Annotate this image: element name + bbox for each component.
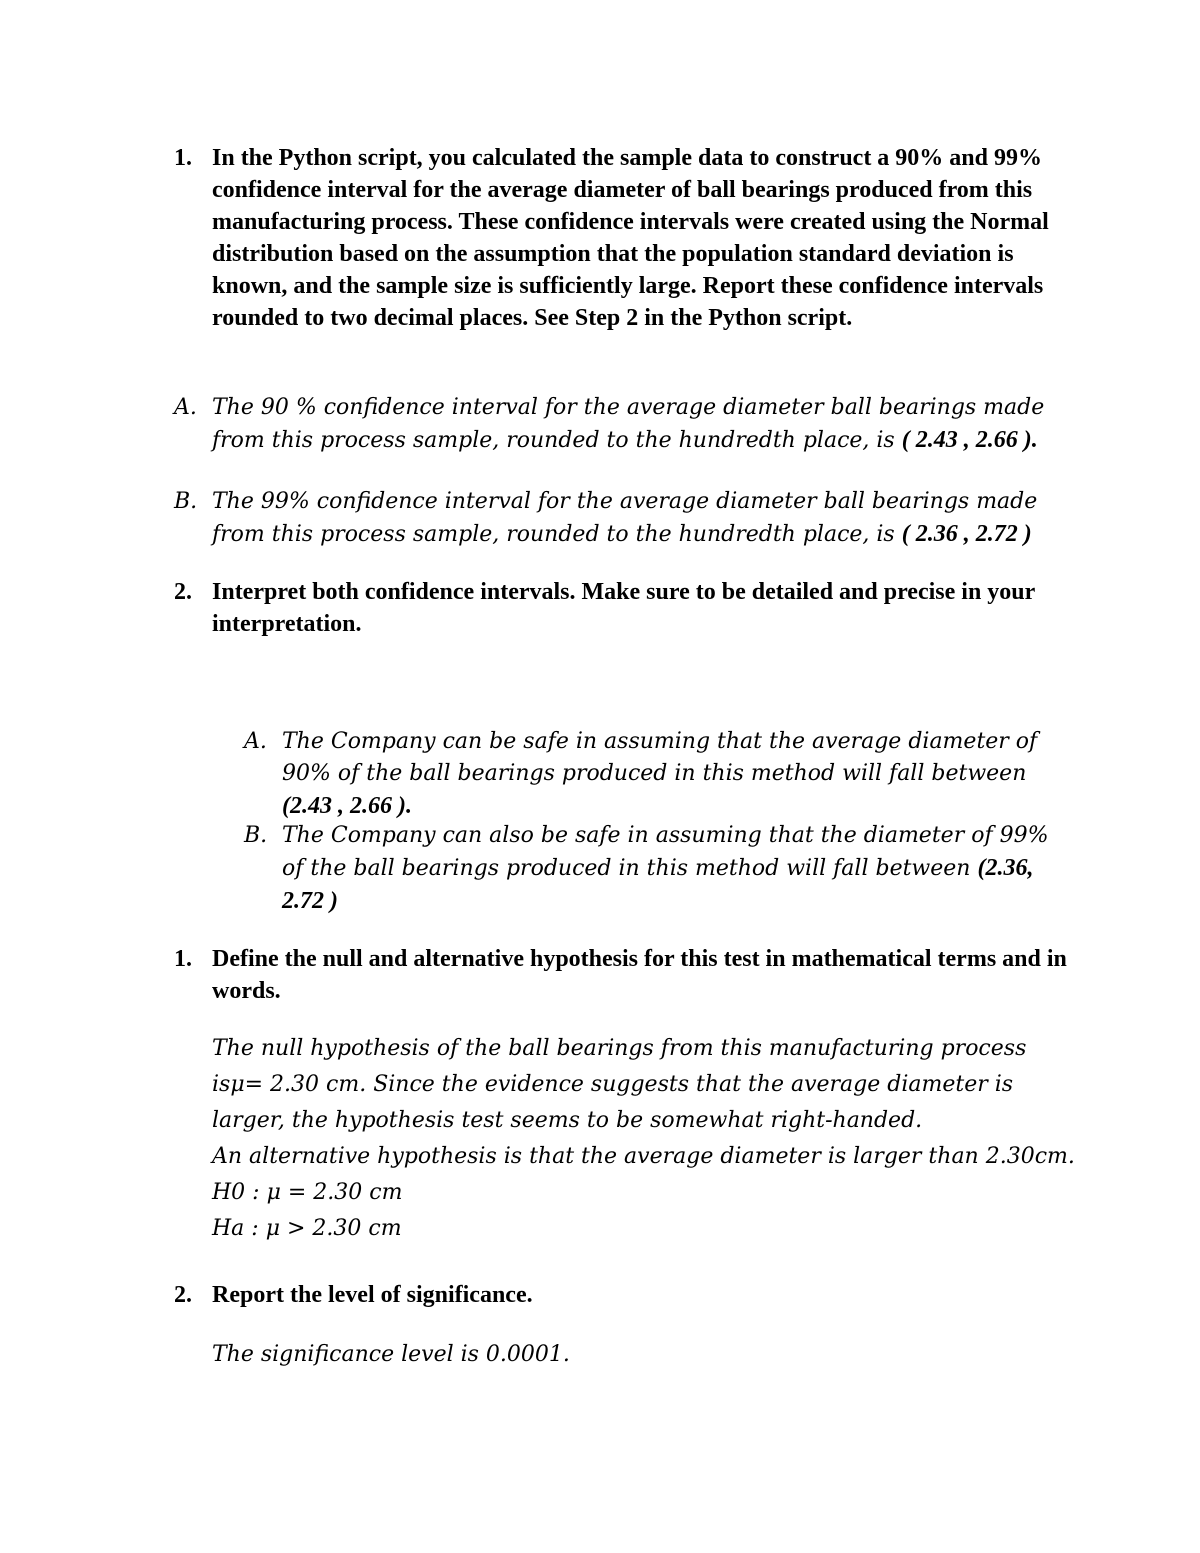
answer-letter: B. <box>244 823 268 848</box>
hypothesis-question <box>174 943 1074 1007</box>
answer-letter: B. <box>174 489 198 514</box>
interval-99: (2.36, 2.72 ) <box>282 855 1034 914</box>
question-number: 1. <box>174 946 192 972</box>
answer-text: The 90 % confidence interval for the average diameter ball bearings made from this process sample, rounded to the hundredth place, is ( 2.43 , 2.66 ). <box>212 395 1045 453</box>
answer-a <box>174 392 1074 457</box>
answer-b <box>174 486 1074 551</box>
question-number: 1. <box>174 145 192 171</box>
significance-answer <box>212 1337 1072 1373</box>
question-number: 2. <box>174 1282 192 1308</box>
question-text: Interpret both confidence intervals. Make sure to be detailed and precise in your interpretation. <box>212 579 1035 637</box>
question-text: Define the null and alternative hypothesis for this test in mathematical terms and in words. <box>212 946 1067 1004</box>
answer-line: isμ= 2.30 cm. Since the evidence suggests that the average diameter is <box>212 1072 1014 1097</box>
question-text: In the Python script, you calculated the sample data to construct a 90% and 99% confidence interval for the average diameter of ball bearings produced from this manufacturing process. These confidence intervals were created using the Normal distribution based on the assumption that the population standard deviation is known, and the sample size is sufficiently large. Report these confidence intervals rounded to two decimal places. See Step 2 in the Python script. <box>212 145 1049 331</box>
interpretation-b <box>244 820 1074 918</box>
interpretation-a <box>244 726 1074 823</box>
question-1 <box>174 142 1074 334</box>
alternative-hypothesis: Ha : μ > 2.30 cm <box>212 1216 402 1241</box>
answer-letter: A. <box>174 395 197 420</box>
answer-line: The significance level is 0.0001. <box>212 1342 570 1367</box>
answer-text: The 99% confidence interval for the average diameter ball bearings made from this process sample, rounded to the hundredth place, is ( 2.36 , 2.72 ) <box>212 489 1038 547</box>
answer-line: The null hypothesis of the ball bearings from this manufacturing process <box>212 1036 1027 1061</box>
question-number: 2. <box>174 579 192 605</box>
question-2 <box>174 576 1074 640</box>
answer-text: The Company can be safe in assuming that the average diameter of 90% of the ball bearings produced in this method will fall between (2.43 , 2.66 ). <box>282 729 1038 819</box>
confidence-interval-99: ( 2.36 , 2.72 ) <box>901 521 1032 547</box>
interval-90: (2.43 , 2.66 ). <box>282 793 412 819</box>
significance-question <box>174 1279 1074 1311</box>
answer-text: The Company can also be safe in assuming that the diameter of 99% of the ball bearings produced in this method will fall between (2.36, 2.72 ) <box>282 823 1049 914</box>
question-text: Report the level of significance. <box>212 1282 533 1308</box>
answer-line: larger, the hypothesis test seems to be somewhat right-handed. <box>212 1108 923 1133</box>
answer-letter: A. <box>244 729 267 754</box>
confidence-interval-90: ( 2.43 , 2.66 ). <box>901 427 1038 453</box>
answer-line: An alternative hypothesis is that the average diameter is larger than 2.30cm. <box>212 1144 1075 1169</box>
null-hypothesis: H0 : μ = 2.30 cm <box>212 1180 403 1205</box>
hypothesis-answer <box>212 1031 1075 1247</box>
